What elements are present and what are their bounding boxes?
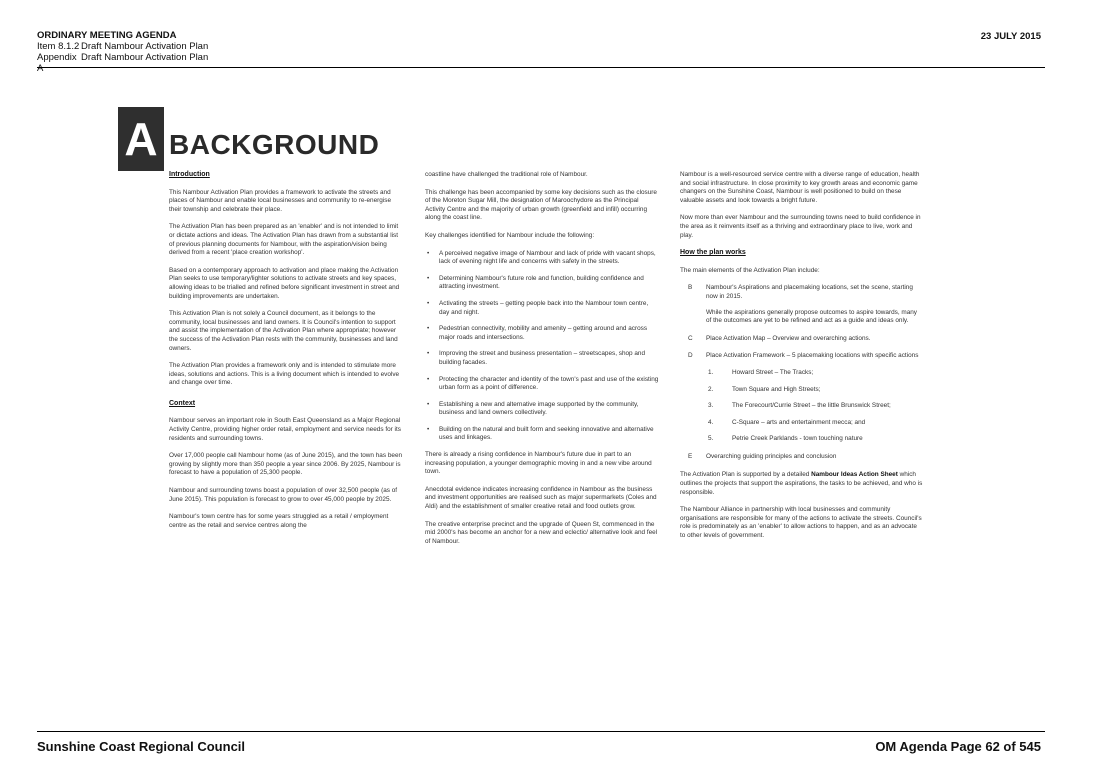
meeting-date: 23 JULY 2015: [980, 31, 1041, 42]
ideas-text-post: which outlines the projects that support the aspirations, the tasks to be achieved, and who is responsible.: [680, 471, 923, 496]
appendix-title: Draft Nambour Activation Plan: [81, 52, 209, 63]
paragraph: The Nambour Alliance in partnership with local businesses and community organisations are responsible for many of the actions to activate the streets. Council's role is predominately as an 'enabler' to allow actions to happen, and as an advocate to other levels of government.: [680, 506, 922, 540]
item-text: Town Square and High Streets;: [732, 385, 821, 393]
item-letter: B: [688, 284, 693, 292]
paragraph: This challenge has been accompanied by some key decisions such as the closure of the Moreton Sugar Mill, the designation of Maroochydore as the Principal Activity Centre and the majority of urban growth (greenfield and infill) occurring along the coast line.: [425, 188, 657, 222]
item-text: C-Square – arts and entertainment mecca; and: [732, 418, 866, 426]
paragraph: Key challenges identified for Nambour include the following:: [425, 231, 595, 239]
column-middle: [425, 171, 659, 555]
page-number: OM Agenda Page 62 of 545: [875, 739, 1041, 754]
paragraph: The creative enterprise precinct and the upgrade of Queen St, commenced in the mid 2000's has become an anchor for a new and eclectic/ alternative look and feel of Nambour.: [425, 520, 658, 545]
list-item: • Protecting the character and identity of the town's past and use of the existing urban form as a point of difference.: [425, 376, 659, 393]
paragraph: The Activation Plan has been prepared as an 'enabler' and is not intended to limit or dictate actions and ideas. The Activation Plan has drawn from a substantial list of previous planning documents for Nambour, with the aspiration/vision being derived from a recent 'place creation workshop'.: [169, 223, 399, 257]
how-plan-works-heading: How the plan works: [680, 249, 746, 257]
context-heading: Context: [169, 399, 196, 407]
item-text: Petrie Creek Parklands - town touching nature: [732, 435, 863, 443]
item-number: Item 8.1.2: [37, 41, 80, 52]
list-item: [706, 369, 924, 378]
list-item: [680, 352, 924, 444]
paragraph: Anecdotal evidence indicates increasing confidence in Nambour as the business and investment opportunities are realised such as major supermarkets (Coles and Aldi) and the establishment of smaller creative retail and food outlets grow.: [425, 485, 657, 511]
locations-list: [706, 369, 924, 444]
header-divider: [37, 67, 1045, 68]
list-item: [680, 284, 924, 325]
item-text: Place Activation Framework – 5 placemaking locations with specific actions: [706, 352, 919, 360]
list-item: [706, 419, 924, 428]
paragraph: The main elements of the Activation Plan include:: [680, 266, 820, 274]
paragraph: The Activation Plan provides a framework only and is intended to stimulate more ideas, solutions and actions. This is a living document which is intended to evolve and change over time.: [169, 362, 400, 387]
list-item: [706, 435, 924, 444]
list-item: • Determining Nambour's future role and function, building confidence and attracting investment.: [425, 275, 659, 292]
item-title: Draft Nambour Activation Plan: [81, 41, 209, 52]
item-number: 5.: [708, 435, 714, 443]
paragraph: Based on a contemporary approach to activation and place making the Activation Plan seeks to use temporary/lighter solutions to activate streets and key spaces, allowing ideas to be trialled and refined before significant investment in street and building improvements are undertaken.: [169, 266, 400, 300]
column-left: [169, 171, 403, 539]
paragraph: This Nambour Activation Plan provides a framework to activate the streets and places of Nambour and enable local businesses and community to re-energise their township and celebrate their place.: [169, 188, 392, 213]
paragraph: Now more than ever Nambour and the surrounding towns need to build confidence in the area as it reinvents itself as a thriving and extraordinary place to live, work and play.: [680, 214, 921, 239]
introduction-heading: Introduction: [169, 171, 210, 178]
section-title: BACKGROUND: [169, 129, 380, 160]
item-number: 3.: [708, 402, 714, 410]
list-item: • Building on the natural and built form and seeking innovative and alternative uses and linkages.: [425, 426, 659, 443]
item-number: 1.: [708, 368, 714, 376]
list-item: [706, 402, 924, 411]
column-right: [680, 171, 924, 550]
list-item: [680, 335, 924, 344]
section-letter-badge: A: [118, 107, 164, 171]
item-number: 2.: [708, 385, 714, 393]
item-text: The Forecourt/Currie Street – the little Brunswick Street;: [732, 402, 891, 410]
appendix-row: [37, 52, 208, 74]
paragraph: Nambour and surrounding towns boast a population of over 32,500 people (as of June 2015). This population is forecast to grow to over 45,000 people by 2025.: [169, 487, 398, 503]
paragraph: Nambour is a well-resourced service centre with a diverse range of education, health and social infrastructure. In close proximity to key growth areas and economic game changers on the Sunshine Coast, Nambour is well positioned to build on these valuable assets and look towards a bright future.: [680, 171, 920, 204]
item-note: While the aspirations generally propose outcomes to aspire towards, many of the outcomes are yet to be refined and act as a guide and ideas only.: [706, 308, 917, 325]
ideas-sheet-title: Nambour Ideas Action Sheet: [811, 471, 898, 479]
ideas-sheet-paragraph: [680, 471, 924, 497]
list-item: • Pedestrian connectivity, mobility and amenity – getting around and across major roads and intersections.: [425, 325, 659, 342]
item-text: Howard Street – The Tracks;: [732, 368, 814, 376]
list-item: [706, 386, 924, 395]
list-item: [680, 453, 924, 462]
list-item: • A perceived negative image of Nambour and lack of pride with vacant shops, lack of evening night life and concerns with safety in the streets.: [425, 250, 659, 267]
list-item: • Improving the street and business presentation – streetscapes, shop and building facades.: [425, 350, 659, 367]
item-letter: E: [688, 452, 693, 460]
item-text: Place Activation Map – Overview and overarching actions.: [706, 334, 871, 342]
paragraph: This Activation Plan is not solely a Council document, as it belongs to the community, local businesses and land owners. It is Council's intention to support and assist the implementation of the Activation Plan where appropriate; however the success of the Activation Plan rests with the community, businesses and land owners.: [169, 310, 398, 352]
item-number: 4.: [708, 418, 714, 426]
plan-elements-list: [680, 284, 924, 461]
item-letter: D: [688, 352, 693, 360]
paragraph: Nambour serves an important role in South East Queensland as a Major Regional Activity Centre, providing higher order retail, employment and service needs for its residents and surrounding towns.: [169, 417, 401, 442]
item-text: Nambour's Aspirations and placemaking locations, set the scene, starting now in 2015.: [706, 284, 913, 300]
challenges-list: [425, 250, 659, 444]
organisation-name: Sunshine Coast Regional Council: [37, 739, 246, 754]
paragraph: There is already a rising confidence in Nambour's future due in part to an increasing population, a younger demographic moving in and a new vibe around town.: [425, 451, 652, 476]
footer-divider: [37, 731, 1045, 732]
list-item: • Establishing a new and alternative image supported by the community, business and land owners collectively.: [425, 401, 659, 418]
item-text: Overarching guiding principles and conclusion: [706, 452, 837, 460]
ideas-text-pre: The Activation Plan is supported by a detailed: [680, 471, 812, 479]
paragraph: coastline have challenged the traditional role of Nambour.: [425, 171, 588, 178]
item-letter: C: [688, 334, 693, 342]
paragraph: Nambour's town centre has for some years struggled as a retail / employment centre as the retail and service centres along the: [169, 513, 389, 529]
list-item: • Activating the streets – getting people back into the Nambour town centre, day and night.: [425, 300, 659, 317]
appendix-label: Appendix A: [37, 52, 77, 74]
meeting-title: ORDINARY MEETING AGENDA: [37, 30, 177, 41]
paragraph: Over 17,000 people call Nambour home (as of June 2015), and the town has been growing by slightly more than 350 people a year since 2006. By 2025, Nambour is forecast to have a population of 25,300 people.: [169, 452, 403, 477]
item-row: [37, 41, 208, 52]
